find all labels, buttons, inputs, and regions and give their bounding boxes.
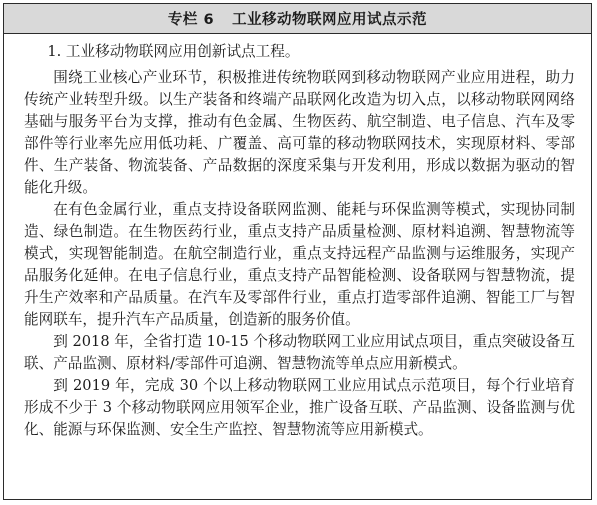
box-header [4,4,591,34]
column-title: 工业移动物联网应用试点示范 [232,12,428,28]
paragraph-target-2018: 到 2018 年，全省打造 10-15 个移动物联网工业应用试点项目，重点突破设备互联、产品监测、原材料/零部件可追溯、智慧物流等单点应用新模式。 [24,333,575,372]
paragraph-industries: 在有色金属行业，重点支持设备联网监测、能耗与环保监测等模式，实现协同制造、绿色制造。在生物医药行业，重点支持产品质量检测、原材料追溯、智慧物流等模式，实现智能制造。在航空制造行业，重点支持远程产品监测与运维服务，实现产品服务化延伸。在电子信息行业，重点支持产品智能检测、设备联网与智慧物流，提升生产效率和产品质量。在汽车及零部件行业，重点打造零部件追溯、智能工厂与智能网联车，提升汽车产品质量，创造新的服务价值。 [24,201,575,328]
section-heading: 1. 工业移动物联网应用创新试点工程。 [47,43,300,60]
column-number: 专栏 6 [167,12,215,28]
feature-box [3,3,592,500]
paragraph-overview: 围绕工业核心产业环节，积极推进传统物联网到移动物联网产业应用进程，助力传统产业转型升级。以生产装备和终端产品联网化改造为切入点，以移动物联网网络基础与服务平台为支撑，推动有色金属、生物医药、航空制造、电子信息、汽车及零部件等行业率先应用低功耗、广覆盖、高可靠的移动物联网技术，实现原材料、零部件、生产装备、物流装备、产品数据的深度采集与开发利用，形成以数据为驱动的智能化升级。 [24,69,575,196]
paragraph-target-2019: 到 2019 年，完成 30 个以上移动物联网工业应用试点示范项目，每个行业培育形成不少于 3 个移动物联网应用领军企业，推广设备互联、产品监测、设备监测与优化、能源与环保监测、安全生产监控、智慧物流等应用新模式。 [24,377,575,438]
box-content [24,41,575,441]
